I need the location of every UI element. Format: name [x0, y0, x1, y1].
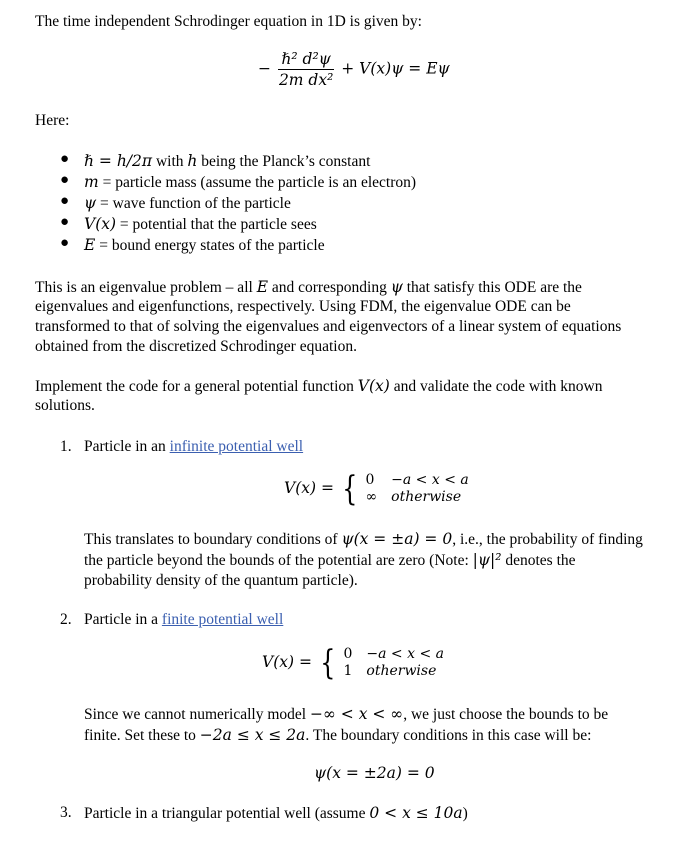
paragraph-line: obtained from the discretized Schrodinger equation.: [35, 338, 357, 355]
equation-minus: −: [258, 59, 271, 78]
paragraph-line: finite. Set these to −2a ≤ x ≤ 2a. The boundary conditions in this case will be:: [84, 726, 592, 744]
bullet-dot: ●: [60, 193, 70, 209]
potential-lhs: V(x) =: [284, 479, 334, 497]
paragraph-line: Implement the code for a general potential function V(x) and validate the code with known: [35, 377, 603, 395]
left-brace: {: [320, 643, 336, 683]
item-heading: Particle in a triangular potential well (assume 0 < x ≤ 10a): [84, 804, 468, 822]
item-number: 1.: [60, 438, 72, 455]
equation-rest: + V(x)ψ = Eψ: [341, 59, 450, 78]
list-item: m = particle mass (assume the particle is an electron): [84, 173, 417, 191]
list-item: ψ = wave function of the particle: [84, 194, 291, 212]
paragraph-line: This is an eigenvalue problem – all E and corresponding ψ that satisfy this ODE are the: [35, 278, 582, 296]
paragraph-line: Since we cannot numerically model −∞ < x < ∞, we just choose the bounds to be: [84, 705, 609, 723]
intro-text: The time independent Schrodinger equation in 1D is given by:: [35, 13, 422, 30]
infinite-well-link[interactable]: infinite potential well: [169, 438, 304, 455]
item-number: 2.: [60, 611, 72, 628]
bullet-dot: ●: [60, 172, 70, 188]
paragraph-line: the particle beyond the bounds of the potential are zero (Note: |ψ|² denotes the: [84, 551, 576, 569]
item-heading: Particle in an infinite potential well: [84, 438, 304, 455]
paragraph-line: This translates to boundary conditions of ψ(x = ±a) = 0, i.e., the probability of finding: [84, 530, 643, 548]
finite-well-link[interactable]: finite potential well: [161, 611, 284, 628]
potential-lhs: V(x) =: [262, 653, 312, 671]
schrodinger-equation: [258, 50, 450, 89]
item-heading: Particle in a finite potential well: [84, 611, 284, 628]
fraction-numerator: ℏ² d²ψ: [278, 50, 333, 70]
item1-explanation: [84, 529, 659, 591]
paragraph-line: eigenvalues and eigenfunctions, respectively. Using FDM, the eigenvalue ODE can be: [35, 298, 571, 315]
bullet-dot: ●: [60, 151, 70, 167]
item2-explanation: [84, 704, 659, 746]
bullet-dot: ●: [60, 235, 70, 251]
list-item: ℏ = h/2π with h being the Planck’s constant: [84, 152, 371, 170]
paragraph-line: probability density of the quantum particle).: [84, 572, 358, 589]
list-item: E = bound energy states of the particle: [84, 236, 325, 254]
list-item: V(x) = potential that the particle sees: [84, 215, 317, 233]
bullet-dot: ●: [60, 214, 70, 230]
paragraph-line: transformed to that of solving the eigenvalues and eigenvectors of a linear system of equations: [35, 318, 622, 335]
piecewise-cases: 0 −a < x < a 1 otherwise: [343, 646, 444, 679]
equation-fraction: [276, 50, 336, 89]
left-brace: {: [342, 469, 358, 509]
piecewise-cases: 0 −a < x < a ∞ otherwise: [365, 472, 469, 505]
boundary-condition: ψ(x = ±2a) = 0: [314, 764, 435, 782]
finite-well-potential: [262, 643, 444, 683]
fraction-denominator: 2m dx²: [278, 71, 334, 89]
here-label: Here:: [35, 112, 70, 129]
infinite-well-potential: [284, 469, 469, 509]
paragraph-line: solutions.: [35, 397, 95, 414]
item-number: 3.: [60, 804, 72, 821]
